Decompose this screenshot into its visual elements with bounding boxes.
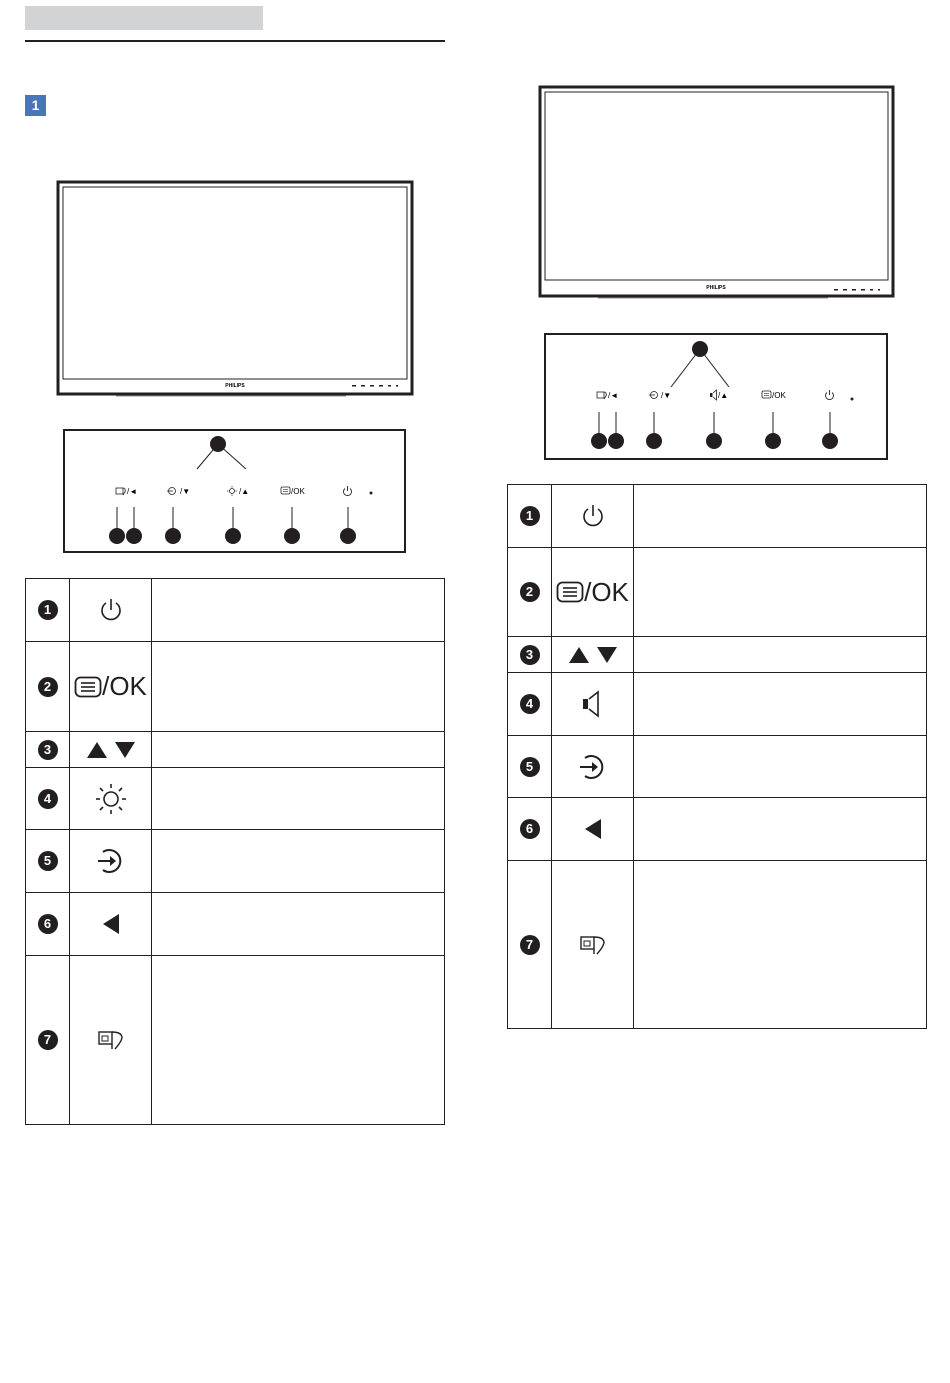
callout-6 [126,528,142,544]
input-icon [96,846,126,876]
callout-7 [591,433,607,449]
row-description [634,798,927,861]
row-description [152,768,445,830]
control-panel-left [63,429,406,553]
power-led [851,398,854,401]
row-number-badge: 5 [38,851,58,871]
table-row [26,642,445,732]
smartimage-icon [579,934,607,956]
row-description [634,637,927,673]
row-number-badge: 6 [38,914,58,934]
callout-2 [284,528,300,544]
callout-5 [165,528,181,544]
monitor-illustration-right [538,85,896,303]
callout-1 [822,433,838,449]
callout-1 [340,528,356,544]
up-down-triangles-icon [567,645,619,665]
table-row [508,736,927,798]
row-number-badge: 7 [520,935,540,955]
table-row [508,798,927,861]
row-number-badge: 1 [38,600,58,620]
row-description [634,861,927,1029]
callout-4 [225,528,241,544]
row-description [152,732,445,768]
up-down-triangles-icon [85,740,137,760]
table-row [26,956,445,1125]
power-icon [99,597,123,623]
back-triangle-icon [583,818,603,840]
smartimage-icon [97,1029,125,1051]
panel-label-smartimage-left: /◄ [608,391,619,400]
controls-table-right [507,484,927,1029]
power-led [370,492,373,495]
row-description [152,893,445,956]
table-row [508,861,927,1029]
row-description [152,642,445,732]
row-number-badge: 2 [38,677,58,697]
callout-4 [706,433,722,449]
table-row [508,548,927,637]
menu-icon [556,581,584,603]
power-icon [581,503,605,529]
table-row [26,579,445,642]
menu-icon [74,676,102,698]
table-row [26,768,445,830]
panel-label-smartimage-left: /◄ [127,487,138,496]
row-description [152,830,445,893]
volume-icon [580,689,606,719]
ok-label: /OK [102,671,147,701]
control-panel-right [544,333,888,460]
header-divider [25,40,445,42]
row-description [634,673,927,736]
row-description [152,956,445,1125]
monitor-brand-logo: PHILIPS [225,383,245,389]
callout-2 [765,433,781,449]
row-number-badge: 5 [520,757,540,777]
panel-label-brightness-up: /▲ [239,487,250,496]
back-triangle-icon [101,913,121,935]
ok-label: /OK [584,576,629,607]
row-description [634,736,927,798]
callout-5 [646,433,662,449]
panel-label-menu-ok: /OK [291,487,305,496]
panel-label-input-down: /▼ [661,391,672,400]
row-number-badge: 4 [520,694,540,714]
row-number-badge: 3 [520,645,540,665]
row-number-badge: 1 [520,506,540,526]
table-row [26,893,445,956]
brightness-icon [95,783,127,815]
panel-label-volume-up: /▲ [718,391,729,400]
row-number-badge: 4 [38,789,58,809]
row-number-badge: 7 [38,1030,58,1050]
table-row [508,673,927,736]
table-row [508,637,927,673]
section-header-bar [25,6,263,30]
table-row [508,485,927,548]
row-number-badge: 6 [520,819,540,839]
callout-7 [109,528,125,544]
row-number-badge: 3 [38,740,58,760]
row-number-badge: 2 [520,582,540,602]
monitor-illustration-left [56,180,416,400]
row-description [634,548,927,637]
input-icon [578,752,608,782]
panel-label-menu-ok: /OK [772,391,786,400]
table-row [26,732,445,768]
table-row [26,830,445,893]
row-description [634,485,927,548]
callout-6 [608,433,624,449]
monitor-brand-logo: PHILIPS [706,285,726,291]
row-description [152,579,445,642]
controls-table-left [25,578,445,1125]
panel-label-input-down: /▼ [180,487,191,496]
step-badge: 1 [25,95,46,116]
